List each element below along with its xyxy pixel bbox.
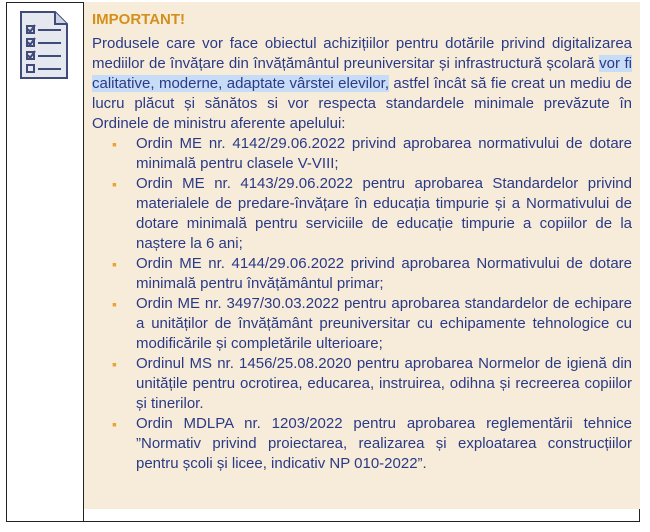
list-item [112, 414, 632, 474]
highlighted-text: vor fi calitative, moderne, adaptate vârstei elevilor, [92, 55, 632, 92]
bullet-icon: ▪ [112, 416, 117, 432]
bullet-icon: ▪ [112, 296, 117, 312]
notice-title: IMPORTANT! [92, 11, 186, 28]
order-text: Ordin ME nr. 4142/29.06.2022 privind aprobarea normativului de dotare minimală pentru clasele V-VIII; [136, 135, 632, 172]
bullet-icon: ▪ [112, 176, 117, 192]
orders-list [92, 134, 632, 474]
order-text: Ordin ME nr. 4144/29.06.2022 privind aprobarea Normativului de dotare minimală pentru învățământul primar; [136, 255, 632, 292]
order-text: Ordin ME nr. 4143/29.06.2022 pentru aprobarea Standardelor privind materialele de predare-învățare în educația timpurie și a Normativului de dotare minimală pentru serviciile de educație timpurie a copiilor de la naștere la 6 ani; [136, 175, 632, 252]
intro-text-end: astfel încât să fie creat un mediu de lucru plăcut și sănătos si vor respecta standardele minimale prevăzute în Ordinele de ministru aferente apelului: [92, 75, 633, 132]
notice-intro [92, 34, 632, 134]
list-item [112, 134, 632, 174]
order-text: Ordin ME nr. 3497/30.03.2022 pentru aprobarea standardelor de echipare a unităților de învățământ preuniversitar cu echipamente tehnologice cu modificările și completările ulterioare; [136, 295, 632, 352]
checklist-clipboard-icon [17, 10, 69, 80]
list-item [112, 354, 632, 414]
bullet-icon: ▪ [112, 256, 117, 272]
intro-text: Produsele care vor face obiectul achizițiilor pentru dotările privind digitalizarea mediilor de învățare din învățământul preuniversitar și infrastructură școlară [92, 35, 632, 72]
list-item [112, 254, 632, 294]
list-item [112, 294, 632, 354]
notice-content [84, 2, 640, 522]
order-text: Ordinul MS nr. 1456/25.08.2020 pentru aprobarea Normelor de igienă din unitățile pentru ocrotirea, educarea, instruirea, odihna și recreerea copiilor și tinerilor. [136, 355, 632, 412]
icon-cell [6, 2, 84, 522]
bullet-icon: ▪ [112, 356, 117, 372]
list-item [112, 174, 632, 254]
bullet-icon: ▪ [112, 136, 117, 152]
order-text: Ordin MDLPA nr. 1203/2022 pentru aprobarea reglementării tehnice ”Normativ privind proiectarea, realizarea și exploatarea construcțiilor pentru școli și licee, indicativ NP 010-2022”. [136, 415, 632, 472]
